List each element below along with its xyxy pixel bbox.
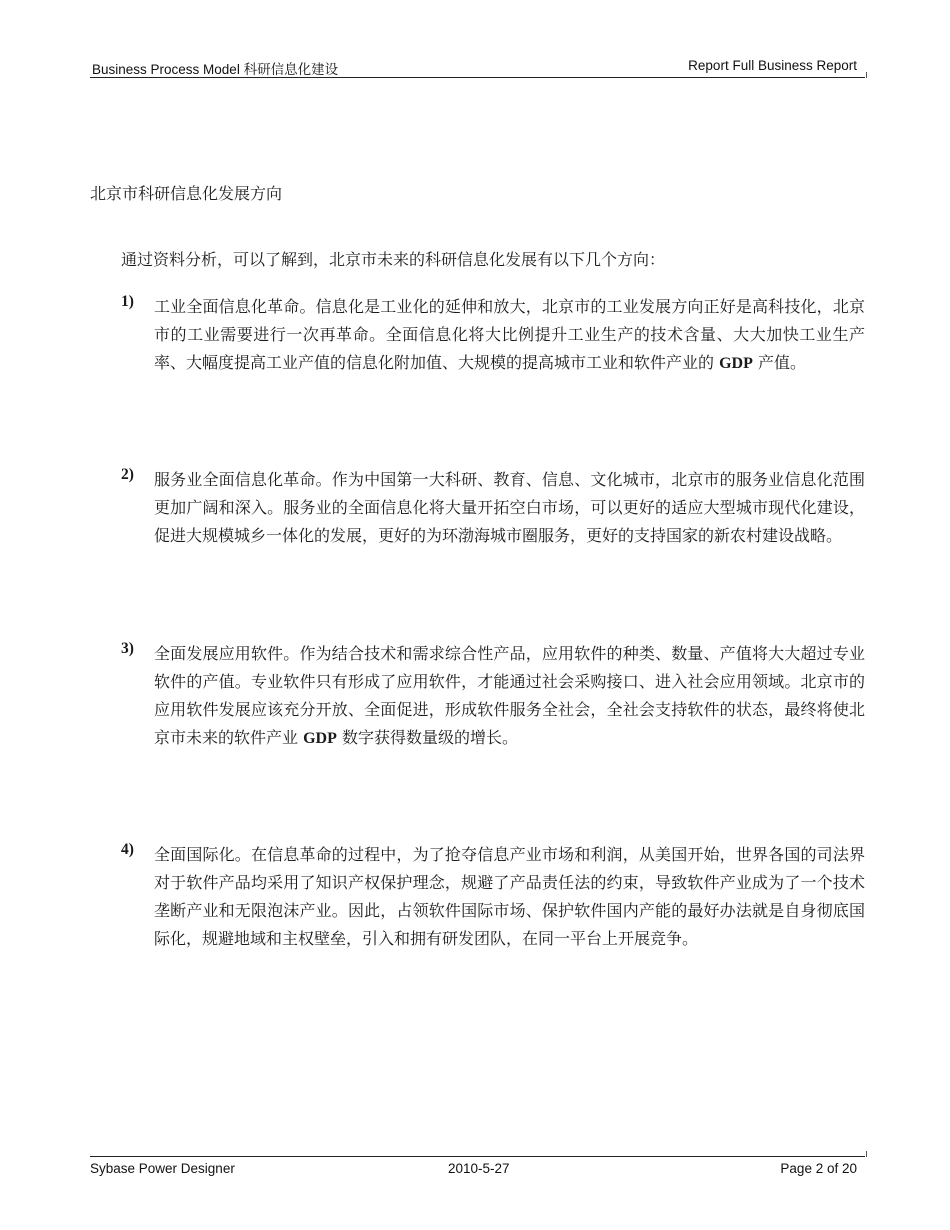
list-item-4 — [121, 841, 865, 953]
list-item-text-part: 全面发展应用软件。作为结合技术和需求综合性产品，应用软件的种类、数量、产值将大大超过专业软件的产值。专业软件只有形成了应用软件，才能通过社会采购接口、进入社会应用领域。北京市的应用软件发展应该充分开放、全面促进，形成软件服务全社会，全社会支持软件的状态，最终将使北京市未来的软件产业 — [154, 644, 865, 747]
list-item-number: 4) — [121, 841, 134, 858]
list-item-3 — [121, 640, 865, 753]
list-item-bold-term: GDP — [303, 730, 337, 747]
header-corner-mark — [866, 72, 867, 78]
list-item-number: 2) — [121, 466, 134, 483]
list-item-number: 3) — [121, 640, 134, 657]
page-footer — [90, 1161, 865, 1179]
list-item-number: 1) — [121, 293, 134, 310]
list-item-bold-term: GDP — [719, 355, 753, 372]
intro-paragraph: 通过资料分析，可以了解到，北京市未来的科研信息化发展有以下几个方向： — [121, 250, 666, 269]
list-item-text — [154, 293, 865, 378]
footer-page-number: Page 2 of 20 — [780, 1161, 857, 1176]
header-left-text: Business Process Model 科研信息化建设 — [92, 62, 339, 77]
list-item-text-part: 工业全面信息化革命。信息化是工业化的延伸和放大，北京市的工业发展方向正好是高科技化，北京市的工业需要进行一次再革命。全面信息化将大比例提升工业生产的技术含量、大大加快工业生产率、大幅度提高工业产值的信息化附加值、大规模的提高城市工业和软件产业的 — [154, 297, 865, 372]
list-item-text — [154, 640, 865, 753]
section-title: 北京市科研信息化发展方向 — [90, 184, 283, 203]
footer-divider — [90, 1156, 865, 1157]
list-item-text-part: 服务业全面信息化革命。作为中国第一大科研、教育、信息、文化城市，北京市的服务业信息化范围更加广阔和深入。服务业的全面信息化将大量开拓空白市场，可以更好的适应大型城市现代化建设，促进大规模城乡一体化的发展，更好的为环渤海城市圈服务，更好的支持国家的新农村建设战略。 — [154, 470, 865, 545]
list-item-text — [154, 841, 865, 953]
list-item-1 — [121, 293, 865, 378]
header-divider — [90, 77, 865, 78]
footer-date: 2010-5-27 — [448, 1161, 510, 1176]
footer-corner-mark — [866, 1151, 867, 1157]
page-header — [90, 58, 865, 76]
footer-left-text: Sybase Power Designer — [90, 1161, 235, 1176]
list-item-text — [154, 466, 865, 550]
list-item-2 — [121, 466, 865, 550]
list-item-text-part: 数字获得数量级的增长。 — [336, 728, 518, 747]
header-right-text: Report Full Business Report — [688, 58, 857, 73]
list-item-text-part: 产值。 — [752, 353, 806, 372]
list-item-text-part: 全面国际化。在信息革命的过程中，为了抢夺信息产业市场和利润，从美国开始，世界各国的司法界对于软件产品均采用了知识产权保护理念，规避了产品责任法的约束，导致软件产业成为了一个技术垄断产业和无限泡沫产业。因此，占领软件国际市场、保护软件国内产能的最好办法就是自身彻底国际化，规避地域和主权壁垒，引入和拥有研发团队，在同一平台上开展竞争。 — [154, 845, 865, 948]
